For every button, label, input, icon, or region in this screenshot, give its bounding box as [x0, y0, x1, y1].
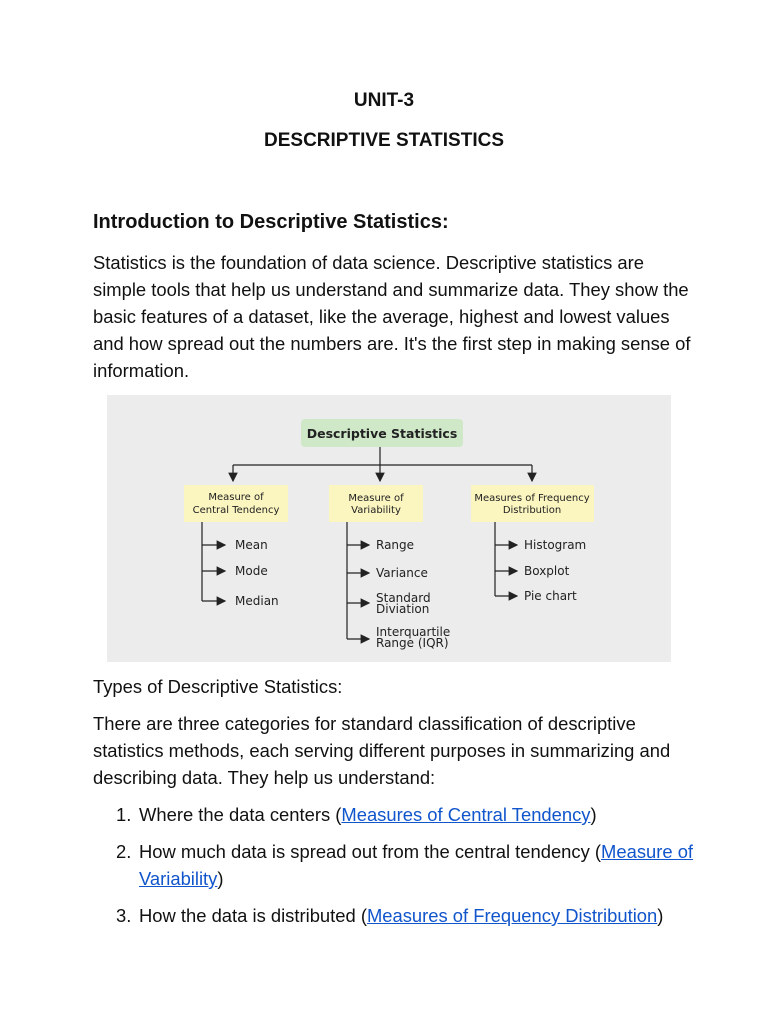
- branch-2-title-line2: Variability: [351, 505, 401, 516]
- list-number: 1.: [116, 804, 132, 825]
- list-item-text-end: ): [657, 905, 664, 926]
- root-label: Descriptive Statistics: [306, 426, 458, 441]
- branch-2-title-line1: Measure of: [348, 493, 404, 504]
- branch-2-item: Standard: [376, 591, 431, 605]
- branch-3-title-line2: Distribution: [502, 505, 562, 516]
- branch-2-item: Interquartile: [376, 625, 451, 639]
- branch-1-title-line2: Central Tendency: [192, 505, 280, 516]
- types-paragraph: There are three categories for standard classification of descriptive statistics methods, each serving different purposes in summarizing and describing data. They help us understand:: [93, 713, 671, 788]
- list-item-body: [139, 838, 699, 892]
- branch-2-item: Variance: [376, 566, 428, 580]
- branch-1-item: Mode: [235, 564, 268, 578]
- branch-3-item: Pie chart: [524, 589, 577, 603]
- frequency-distribution-link[interactable]: Measures of Frequency Distribution: [366, 905, 658, 926]
- central-tendency-link[interactable]: Measures of Central Tendency: [341, 804, 591, 825]
- branch-3-title-line1: Measures of Frequency: [474, 493, 590, 504]
- types-heading: Types of Descriptive Statistics:: [93, 676, 343, 697]
- branch-1-item: Median: [235, 594, 279, 608]
- branch-2-item: Diviation: [376, 602, 430, 616]
- list-item-body: [139, 801, 699, 828]
- descriptive-statistics-diagram: [107, 395, 671, 662]
- list-item-text: Where the data centers (: [139, 804, 342, 825]
- list-item-text: How the data is distributed (: [139, 905, 367, 926]
- intro-heading: Introduction to Descriptive Statistics:: [93, 211, 449, 233]
- list-item-text-end: ): [590, 804, 597, 825]
- diagram-svg: [107, 395, 671, 662]
- branch-1-title-line1: Measure of: [208, 492, 264, 503]
- variability-link[interactable]: Measure of Variability: [139, 841, 694, 889]
- branch-2-item: Range: [376, 538, 415, 552]
- branch-1-box: [184, 485, 288, 522]
- document-subtitle: DESCRIPTIVE STATISTICS: [264, 130, 504, 151]
- branch-1-item: Mean: [235, 538, 268, 552]
- intro-paragraph: Statistics is the foundation of data science. Descriptive statistics are simple tools that help us understand and summarize data. They show the basic features of a dataset, like the average, highest and lowest values and how spread out the numbers are. It's the first step in making sense of information.: [93, 252, 691, 381]
- list-number: 3.: [116, 905, 132, 926]
- list-item-text: How much data is spread out from the central tendency (: [139, 841, 602, 862]
- list-item-body: [139, 902, 699, 929]
- list-item-text-end: ): [217, 868, 224, 889]
- branch-3-item: Boxplot: [524, 564, 570, 578]
- branch-3-item: Histogram: [524, 538, 587, 552]
- list-number: 2.: [116, 841, 132, 862]
- branch-2-item: Range (IQR): [376, 636, 449, 650]
- unit-title: UNIT-3: [353, 90, 415, 111]
